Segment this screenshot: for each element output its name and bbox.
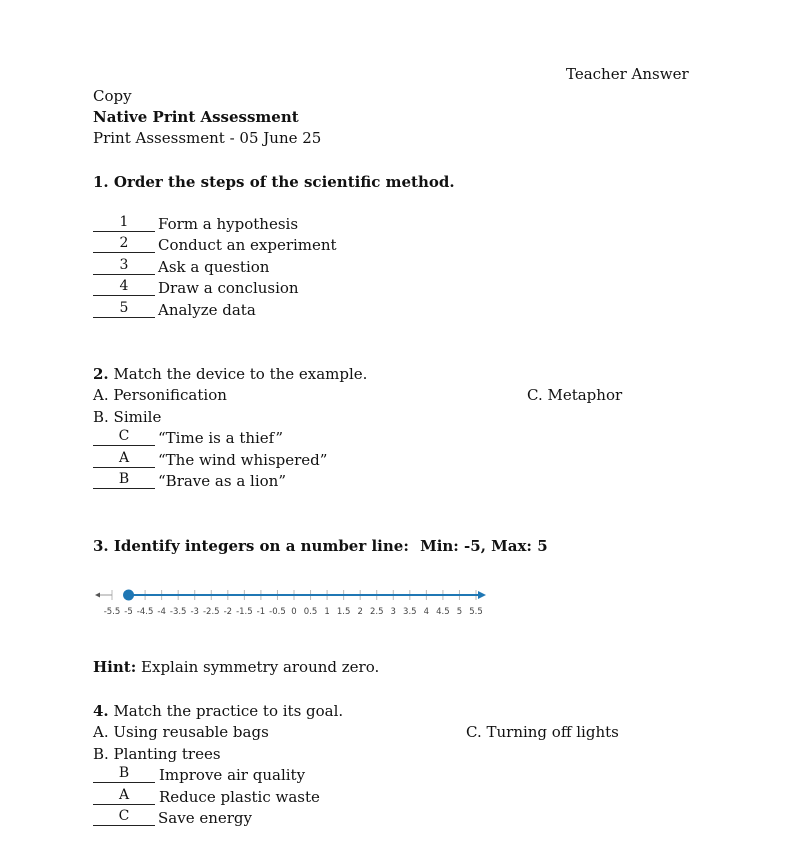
number-line-tick-label: -3 <box>190 607 199 617</box>
q2-option-a: A. Personification <box>93 386 227 404</box>
number-line-tick-label: 4.5 <box>436 607 450 617</box>
answer-blank[interactable]: B <box>93 766 155 783</box>
answer-blank[interactable]: C <box>93 809 155 826</box>
assessment-title: Native Print Assessment <box>93 108 299 126</box>
answer-blank[interactable]: B <box>93 472 155 489</box>
assessment-subtitle: Print Assessment - 05 June 25 <box>93 129 322 147</box>
number-line-tick-label: -3.5 <box>169 607 187 617</box>
q3-prompt <box>93 537 548 555</box>
q1-text: Order the steps of the scientific method. <box>113 173 455 191</box>
q1-number: 1. <box>93 173 109 191</box>
number-line-tick-label: 0 <box>291 607 297 617</box>
number-line-tick-label: -1 <box>256 607 266 617</box>
q2-prompt <box>93 365 367 383</box>
number-line-tick-label: 2.5 <box>369 607 384 617</box>
hint-label: Hint: <box>93 658 137 676</box>
q2-option-c: C. Metaphor <box>527 386 623 404</box>
q2-text: Match the device to the example. <box>113 365 368 383</box>
number-line-tick-label: -2 <box>223 607 233 617</box>
q4-option-c: C. Turning off lights <box>466 723 619 741</box>
q4-text: Match the practice to its goal. <box>113 702 344 720</box>
item-text: Save energy <box>158 809 252 827</box>
item-text: Reduce plastic waste <box>159 788 320 806</box>
number-line-tick-label: -1.5 <box>236 607 253 617</box>
axis-left-arrow <box>95 593 100 598</box>
q4-option-a: A. Using reusable bags <box>93 723 269 741</box>
number-line-tick-label: 5 <box>456 607 463 617</box>
number-line-tick-label: -4 <box>157 607 166 617</box>
item-text: “Brave as a lion” <box>158 472 286 490</box>
q3-hint <box>93 658 379 676</box>
number-line-tick-label: 5.5 <box>469 607 483 617</box>
number-line-tick-label: -4.5 <box>136 607 154 617</box>
q4-number: 4. <box>93 702 109 720</box>
q1-prompt <box>93 173 455 191</box>
number-line-tick-label: -5 <box>124 607 133 617</box>
item-text: “Time is a thief” <box>158 429 284 447</box>
item-text: Ask a question <box>158 258 270 276</box>
answer-blank[interactable]: C <box>93 429 155 446</box>
number-line-tick-label: -2.5 <box>202 607 220 617</box>
number-line-tick-label: 0.5 <box>303 607 318 617</box>
item-text: Form a hypothesis <box>158 215 299 233</box>
answer-blank[interactable]: A <box>93 451 155 468</box>
answer-blank[interactable]: 2 <box>93 236 155 253</box>
item-text: Conduct an experiment <box>158 236 337 254</box>
number-line[interactable] <box>90 583 500 623</box>
number-line-tick-label: 3 <box>390 607 396 617</box>
teacher-answer-label: Teacher Answer <box>566 65 689 83</box>
number-line-tick-label: 3.5 <box>403 607 417 617</box>
item-text: Improve air quality <box>159 766 306 784</box>
number-line-tick-label: 2 <box>357 607 363 617</box>
q3-text: Identify integers on a number line: <box>113 537 409 555</box>
q3-range: Min: -5, Max: 5 <box>420 537 548 555</box>
solution-ray-arrow <box>478 591 486 599</box>
q2-option-b: B. Simile <box>93 408 162 426</box>
number-line-tick-label: 4 <box>423 607 430 617</box>
marked-point[interactable] <box>123 590 134 601</box>
item-text: “The wind whispered” <box>158 451 328 469</box>
item-text: Draw a conclusion <box>158 279 299 297</box>
hint-text: Explain symmetry around zero. <box>141 658 380 676</box>
answer-blank[interactable]: A <box>93 788 155 805</box>
answer-blank[interactable]: 5 <box>93 301 155 318</box>
copy-label: Copy <box>93 87 132 105</box>
item-text: Analyze data <box>158 301 256 319</box>
answer-blank[interactable]: 3 <box>93 258 155 275</box>
number-line-tick-label: -0.5 <box>269 607 286 617</box>
q2-number: 2. <box>93 365 109 383</box>
number-line-tick-label: 1.5 <box>336 607 351 617</box>
q3-number: 3. <box>93 537 109 555</box>
number-line-tick-label: -5.5 <box>103 607 121 617</box>
answer-blank[interactable]: 1 <box>93 215 155 232</box>
q4-option-b: B. Planting trees <box>93 745 221 763</box>
number-line-tick-label: 1 <box>324 607 330 617</box>
answer-blank[interactable]: 4 <box>93 279 155 296</box>
q4-prompt <box>93 702 343 720</box>
